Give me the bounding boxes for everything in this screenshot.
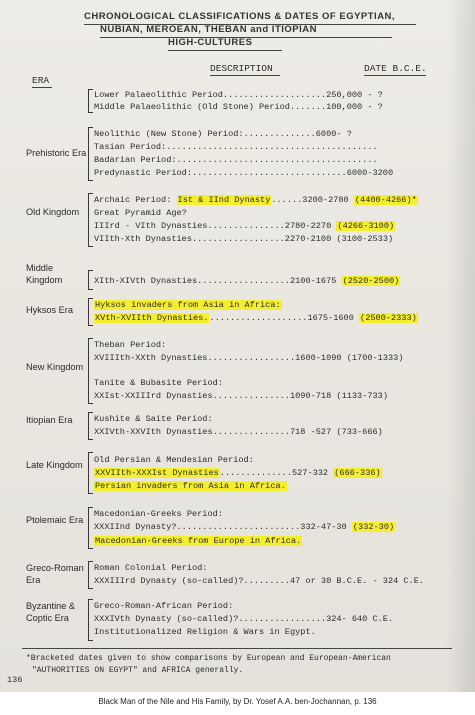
row-theban: Theban Period: bbox=[94, 340, 167, 350]
highlight: (4266-3100) bbox=[337, 221, 395, 231]
row-hyksos-invaders bbox=[94, 300, 282, 310]
highlight: (2520-2500) bbox=[342, 276, 400, 286]
era-old-kingdom: Old Kingdom bbox=[26, 207, 80, 217]
row-predynastic: Predynastic Period:..............................6000-3200 bbox=[94, 168, 394, 178]
title-underline bbox=[100, 37, 392, 38]
highlight: XVth-XVIIth Dynasties. bbox=[95, 313, 209, 323]
highlight: (2500-2333) bbox=[360, 313, 417, 323]
row-macedonian-period: Macedonian-Greeks Period: bbox=[94, 509, 223, 519]
group-bracket bbox=[88, 193, 93, 247]
group-bracket bbox=[88, 412, 93, 440]
row-old-persian: Old Persian & Mendesian Period: bbox=[94, 455, 254, 465]
row-institutionalized: Institutionalized Religion & Wars in Egypt. bbox=[94, 627, 316, 637]
column-header-era: ERA bbox=[32, 75, 50, 86]
column-underline bbox=[32, 87, 52, 88]
era-byzantine-coptic: Byzantine & Coptic Era bbox=[26, 601, 76, 623]
row-badarian: Badarian Period:....................................... bbox=[94, 155, 378, 165]
era-late-kingdom: Late Kingdom bbox=[26, 460, 83, 470]
row-xxxiii: XXXIIIrd Dynasty (so-called)?.........47 or 30 B.C.E. - 324 C.E. bbox=[94, 576, 425, 586]
row-kushite: Kushite & Saite Period: bbox=[94, 414, 213, 424]
group-bracket bbox=[88, 270, 93, 290]
era-greco-roman: Greco-Roman Era bbox=[26, 563, 84, 585]
row-xxiv-xxvi: XXIVth-XXVIth Dynasties...............718 -527 (733-666) bbox=[94, 427, 383, 437]
era-new-kingdom: New Kingdom bbox=[26, 362, 84, 372]
group-bracket bbox=[88, 338, 93, 404]
row-lower-palaeolithic: Lower Palaeolithic Period....................250,000 - ? bbox=[94, 90, 383, 100]
era-middle-kingdom: Middle Kingdom bbox=[26, 263, 63, 285]
column-underline bbox=[364, 75, 426, 76]
row-tanite: Tanite & Bubasite Period: bbox=[94, 378, 223, 388]
row-archaic: Archaic Period: Ist & IInd Dynasty......3200-2780 (4400-4266)* bbox=[94, 195, 417, 205]
highlight: (4400-4266)* bbox=[354, 195, 417, 205]
title-line-3: HIGH-CULTURES bbox=[168, 37, 253, 48]
row-macedonian-europe bbox=[94, 536, 302, 546]
era-hyksos: Hyksos Era bbox=[26, 305, 73, 315]
highlight: Ist & IInd Dynasty bbox=[177, 195, 271, 205]
row-greco-roman-african: Greco-Roman-African Period: bbox=[94, 601, 234, 611]
row-xxxiv: XXXIVth Dynasty (so-called)?.................324- 640 C.E. bbox=[94, 614, 394, 624]
page-edge-shadow bbox=[447, 0, 475, 692]
era-ptolemaic: Ptolemaic Era bbox=[26, 515, 84, 525]
row-xv-xvii: XVth-XVIIth Dynasties....................1675-1600 (2500-2333) bbox=[95, 313, 417, 323]
era-prehistoric: Prehistoric Era bbox=[26, 148, 87, 158]
group-bracket bbox=[88, 89, 93, 113]
row-xviii-xx: XVIIIth-XXth Dynasties.................1600-1090 (1700-1333) bbox=[94, 353, 404, 363]
highlight: (666-336) bbox=[334, 468, 381, 478]
group-bracket bbox=[88, 298, 93, 326]
row-great-pyramid: Great Pyramid Age? bbox=[94, 208, 187, 218]
row-roman-colonial: Roman Colonial Period: bbox=[94, 563, 208, 573]
group-bracket bbox=[88, 452, 93, 494]
column-header-date: DATE B.C.E. bbox=[364, 63, 427, 74]
group-bracket bbox=[88, 127, 93, 181]
highlight: Macedonian-Greeks from Europe in Africa. bbox=[95, 536, 302, 546]
footnote-line-2: "AUTHORITIES ON EGYPT" and AFRICA generally. bbox=[32, 666, 244, 675]
image-caption: Black Man of the Nile and His Family, by Dr. Yosef A.A. ben-Jochannan, p. 136 bbox=[98, 697, 377, 706]
row-middle-palaeolithic: Middle Palaeolithic (Old Stone) Period.......100,000 - ? bbox=[94, 102, 383, 112]
era-itiopian: Itiopian Era bbox=[26, 415, 73, 425]
title-underline bbox=[168, 50, 282, 51]
title-line-1: CHRONOLOGICAL CLASSIFICATIONS & DATES OF EGYPTIAN, bbox=[84, 11, 396, 22]
footnote-rule bbox=[22, 648, 452, 649]
title-line-2: NUBIAN, MEROEAN, THEBAN and ITIOPIAN bbox=[100, 24, 317, 35]
highlight: Hyksos invaders from Asia in Africa: bbox=[95, 300, 281, 310]
page-number: 136 bbox=[7, 675, 23, 685]
footnote-line-1: *Bracketed dates given to show comparisons by European and European-American bbox=[26, 654, 391, 663]
row-persian-invaders bbox=[94, 481, 287, 491]
group-bracket bbox=[88, 599, 93, 641]
row-neolithic: Neolithic (New Stone) Period:..............6000- ? bbox=[94, 129, 352, 139]
row-vii-x: VIIth-Xth Dynasties..................2270-2100 (3100-2533) bbox=[94, 234, 394, 244]
column-underline bbox=[210, 75, 280, 76]
highlight: Persian invaders from Asia in Africa. bbox=[95, 481, 286, 491]
column-header-description: DESCRIPTION bbox=[210, 63, 273, 74]
row-xxxii: XXXIInd Dynasty?........................332-47-30 (332-30) bbox=[94, 522, 395, 532]
group-bracket bbox=[88, 507, 93, 549]
highlight: (332-30) bbox=[352, 522, 395, 532]
highlight: XXVIIth-XXXIst Dynasties bbox=[95, 468, 219, 478]
group-bracket bbox=[88, 561, 93, 589]
row-tasian: Tasian Period:......................................... bbox=[94, 142, 378, 152]
row-iii-vi: IIIrd - VIth Dynasties...............2780-2270 (4266-3100) bbox=[94, 221, 395, 231]
row-xxvii-xxxi: XXVIIth-XXXIst Dynasties..............527-332 (666-336) bbox=[95, 468, 381, 478]
row-xxi-xxiii: XXIst-XXIIIrd Dynasties...............1090-718 (1133-733) bbox=[94, 391, 388, 401]
row-xi-xiv: XIth-XIVth Dynasties..................2100-1675 (2520-2500) bbox=[94, 276, 400, 286]
title-underline bbox=[84, 24, 416, 25]
